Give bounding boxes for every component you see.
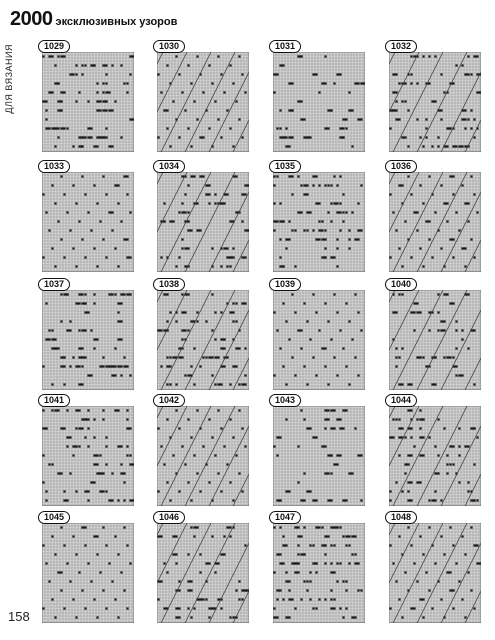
knitting-chart	[157, 172, 249, 272]
pattern-number-label: 1044	[385, 394, 417, 407]
pattern-number-label: 1047	[269, 511, 301, 524]
knitting-chart	[389, 523, 481, 623]
pattern-number-label: 1030	[153, 40, 185, 53]
knitting-chart	[273, 172, 365, 272]
page-number: 158	[8, 609, 30, 624]
pattern-1033	[42, 161, 134, 276]
pattern-number-label: 1036	[385, 160, 417, 173]
pattern-1046	[157, 512, 249, 627]
knitting-chart	[389, 52, 481, 152]
knitting-chart	[273, 406, 365, 506]
pattern-1030	[157, 41, 249, 156]
pattern-1034	[157, 161, 249, 276]
pattern-number-label: 1029	[38, 40, 70, 53]
pattern-number-label: 1035	[269, 160, 301, 173]
pattern-number-label: 1034	[153, 160, 185, 173]
pattern-number-label: 1045	[38, 511, 70, 524]
header-number: 2000	[10, 8, 53, 30]
knitting-chart	[42, 290, 134, 390]
knitting-chart	[42, 523, 134, 623]
pattern-1041	[42, 395, 134, 510]
pattern-number-label: 1042	[153, 394, 185, 407]
knitting-chart	[273, 523, 365, 623]
knitting-chart	[273, 52, 365, 152]
pattern-1042	[157, 395, 249, 510]
pattern-number-label: 1033	[38, 160, 70, 173]
knitting-chart	[42, 52, 134, 152]
pattern-number-label: 1043	[269, 394, 301, 407]
knitting-chart	[389, 290, 481, 390]
knitting-chart	[389, 172, 481, 272]
pattern-1047	[273, 512, 365, 627]
side-label: ДЛЯ ВЯЗАНИЯ	[4, 44, 14, 114]
pattern-1032	[389, 41, 481, 156]
knitting-chart	[42, 406, 134, 506]
pattern-number-label: 1046	[153, 511, 185, 524]
pattern-1040	[389, 279, 481, 394]
pattern-number-label: 1041	[38, 394, 70, 407]
knitting-chart	[157, 290, 249, 390]
knitting-chart	[157, 523, 249, 623]
pattern-1031	[273, 41, 365, 156]
pattern-1048	[389, 512, 481, 627]
pattern-1029	[42, 41, 134, 156]
knitting-chart	[389, 406, 481, 506]
pattern-number-label: 1038	[153, 278, 185, 291]
pattern-1036	[389, 161, 481, 276]
knitting-chart	[157, 406, 249, 506]
pattern-1038	[157, 279, 249, 394]
pattern-1037	[42, 279, 134, 394]
pattern-number-label: 1032	[385, 40, 417, 53]
pattern-1045	[42, 512, 134, 627]
pattern-number-label: 1031	[269, 40, 301, 53]
header-subtitle: эксклюзивных узоров	[55, 16, 178, 28]
pattern-number-label: 1040	[385, 278, 417, 291]
pattern-number-label: 1039	[269, 278, 301, 291]
pattern-number-label: 1037	[38, 278, 70, 291]
pattern-1039	[273, 279, 365, 394]
knitting-chart	[273, 290, 365, 390]
knitting-chart	[157, 52, 249, 152]
pattern-1044	[389, 395, 481, 510]
pattern-1043	[273, 395, 365, 510]
knitting-chart	[42, 172, 134, 272]
pattern-1035	[273, 161, 365, 276]
pattern-number-label: 1048	[385, 511, 417, 524]
